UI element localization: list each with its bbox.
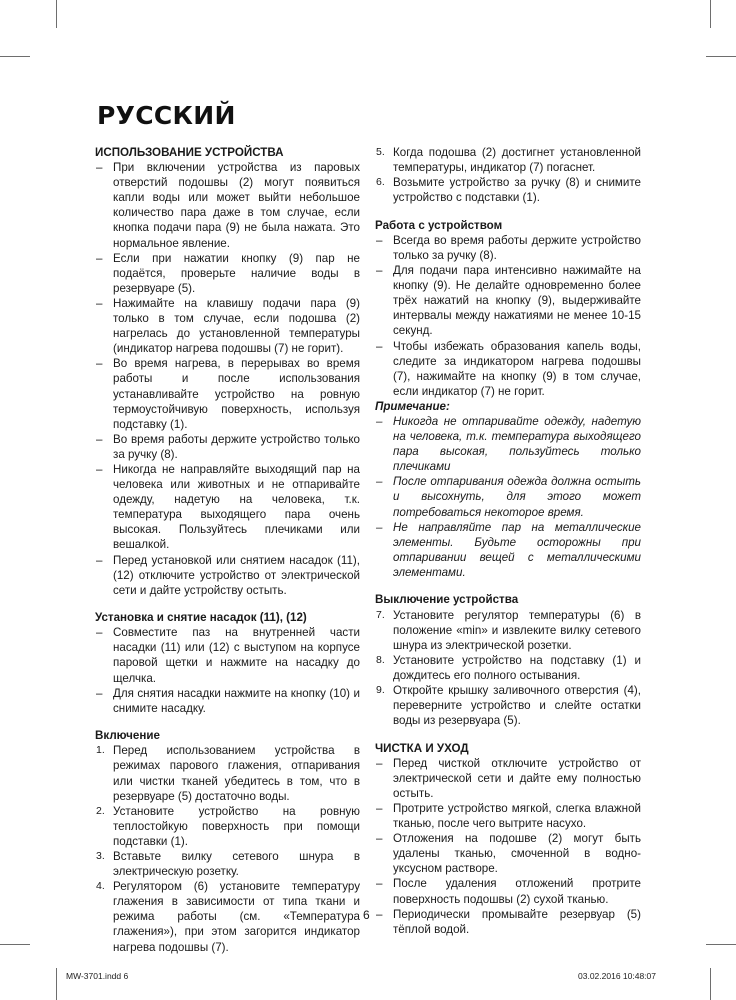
item-number: 1. (96, 744, 105, 757)
list-item (95, 879, 360, 954)
crop-mark (710, 0, 711, 28)
crop-mark (56, 0, 57, 28)
list-item: – Перед чисткой отключите устройство от электрической сети и дайте ему полностью остыть. (375, 756, 641, 801)
switch-off-heading: Выключение устройства (375, 593, 519, 607)
list-item (95, 849, 360, 879)
item-number: 7. (376, 608, 385, 621)
list-item: – Совместите паз на внутренней части насадки (11) или (12) с выступом на корпусе паровой щетки и нажмите на насадку до щелчка. (95, 625, 360, 685)
note-heading: Примечание: (375, 399, 450, 413)
item-text: Возьмите устройство за ручку (8) и снимите устройство с подставки (1). (393, 176, 641, 205)
crop-mark (0, 944, 30, 945)
list-item: – Во время работы держите устройство только за ручку (8). (95, 432, 360, 462)
list-item: – Протрите устройство мягкой, слегка влажной тканью, после чего вытрите насухо. (375, 801, 641, 831)
item-number: 4. (96, 880, 105, 893)
item-text: Установите устройство на подставку (1) и дождитесь его полного остывания. (393, 653, 641, 682)
item-text: Вставьте вилку сетевого шнура в электрическую розетку. (113, 850, 360, 879)
switch-on-list (95, 743, 360, 954)
list-item (375, 145, 641, 175)
list-item: – При включении устройства из паровых отверстий подошвы (2) могут появиться капли воды или может выйти небольшое количество пара даже в том случае, если кнопка подачи пара (9) не была нажата. Это нормальное явление. (95, 160, 360, 251)
crop-mark (0, 56, 30, 57)
list-item (375, 683, 641, 728)
crop-mark (706, 944, 736, 945)
note-list (375, 414, 641, 580)
note-section (375, 399, 641, 580)
list-item: – Не направляйте пар на металлические элементы. Будьте осторожны при отпаривании вещей с металлическими элементами. (375, 520, 641, 580)
list-item: – Чтобы избежать образования капель воды, следите за индикатором нагрева подошвы (7), нажимайте на кнопку (9) в том случае, если индикатор (7) не горит. (375, 339, 641, 399)
switch-on-list-continued (375, 145, 641, 205)
cleaning-heading: ЧИСТКА И УХОД (375, 741, 469, 755)
item-text: Регулятором (6) установите температуру глажения в зависимости от типа ткани и режима работы (см. «Температура глажения»), при этом загорится индикатор нагрева подошвы (7). (113, 880, 360, 954)
switch-on-section (95, 728, 360, 954)
item-number: 3. (96, 850, 105, 862)
usage-section (95, 145, 360, 598)
usage-list (95, 160, 360, 598)
crop-mark (56, 968, 57, 1000)
item-number: 6. (376, 176, 385, 189)
footer-timestamp: 03.02.2016 10:48:07 (578, 971, 656, 981)
item-number: 5. (376, 146, 385, 158)
list-item: – Для снятия насадки нажмите на кнопку (10) и снимите насадку. (95, 686, 360, 716)
operation-heading: Работа с устройством (375, 218, 503, 232)
crop-mark (710, 968, 711, 1000)
crop-mark (706, 56, 736, 57)
list-item: – Отложения на подошве (2) могут быть удалены тканью, смоченной в водно-уксусном растворе. (375, 831, 641, 876)
operation-section (375, 218, 641, 399)
item-text: Установите устройство на ровную теплостойкую поверхность при помощи подставки (1). (113, 804, 360, 848)
list-item (95, 743, 360, 803)
list-item: – Всегда во время работы держите устройство только за ручку (8). (375, 233, 641, 263)
list-item: – После отпаривания одежда должна остыть и высохнуть, для этого может потребоваться некоторое время. (375, 474, 641, 519)
nozzles-heading: Установка и снятие насадок (11), (12) (95, 611, 307, 625)
usage-heading: ИСПОЛЬЗОВАНИЕ УСТРОЙСТВА (95, 146, 284, 159)
operation-list (375, 233, 641, 399)
left-column (95, 145, 360, 967)
cleaning-list (375, 756, 641, 937)
switch-on-heading: Включение (95, 729, 160, 743)
item-text: Перед использованием устройства в режимах парового глажения, отпаривания или чистки тканей убедитесь в том, что в резервуаре (5) достаточно воды. (113, 744, 360, 803)
page-title: РУССКИЙ (97, 101, 236, 130)
list-item (375, 608, 641, 653)
item-number: 2. (96, 804, 105, 817)
cleaning-section (375, 741, 641, 937)
item-number: 8. (376, 653, 385, 666)
list-item: – После удаления отложений протрите поверхность подошвы (2) сухой тканью. (375, 876, 641, 906)
list-item: – Периодически промывайте резервуар (5) тёплой водой. (375, 907, 641, 937)
item-text: Когда подошва (2) достигнет установленной температуры, индикатор (7) погаснет. (393, 146, 641, 175)
switch-off-list (375, 608, 641, 729)
nozzles-list (95, 625, 360, 716)
nozzles-section (95, 610, 360, 716)
list-item (375, 653, 641, 683)
page-number: 6 (363, 908, 370, 922)
list-item: – Если при нажатии кнопку (9) пар не подаётся, проверьте наличие воды в резервуаре (5). (95, 251, 360, 296)
list-item: – Во время нагрева, в перерывах во время работы и после использования устанавливайте устройство на ровную термоустойчивую поверхность, используя подставку (1). (95, 356, 360, 431)
list-item: – Никогда не направляйте выходящий пар на человека или животных и не отпаривайте одежду, надетую на человека, т.к. температура выходящего пара очень высокая. Пользуйтесь плечиками или вешалкой. (95, 462, 360, 553)
switch-off-section (375, 592, 641, 728)
right-column (375, 145, 641, 949)
item-text: Установите регулятор температуры (6) в положение «min» и извлеките вилку сетевого шнура из электрической розетки. (393, 608, 641, 652)
list-item: – Для подачи пара интенсивно нажимайте на кнопку (9). Не делайте одновременно более трёх нажатий на кнопку (9), выдерживайте интервалы между нажатиями не менее 10-15 секунд. (375, 263, 641, 338)
switch-on-continued (375, 145, 641, 205)
list-item (95, 804, 360, 849)
list-item: – Перед установкой или снятием насадок (11), (12) отключите устройство от электрической сети и дайте устройству остыть. (95, 553, 360, 598)
list-item: – Нажимайте на клавишу подачи пара (9) только в том случае, если подошва (2) нагрелась до установленной температуры (индикатор нагрева подошвы (7) не горит). (95, 296, 360, 356)
item-number: 9. (376, 683, 385, 696)
item-text: Откройте крышку заливочного отверстия (4), переверните устройство и слейте остатки воды из резервуара (5). (393, 683, 641, 728)
list-item: – Никогда не отпаривайте одежду, надетую на человека, т.к. температура выходящего пара высокая, пользуйтесь только плечиками (375, 414, 641, 474)
footer-file-name: MW-3701.indd 6 (66, 971, 129, 981)
list-item (375, 175, 641, 205)
